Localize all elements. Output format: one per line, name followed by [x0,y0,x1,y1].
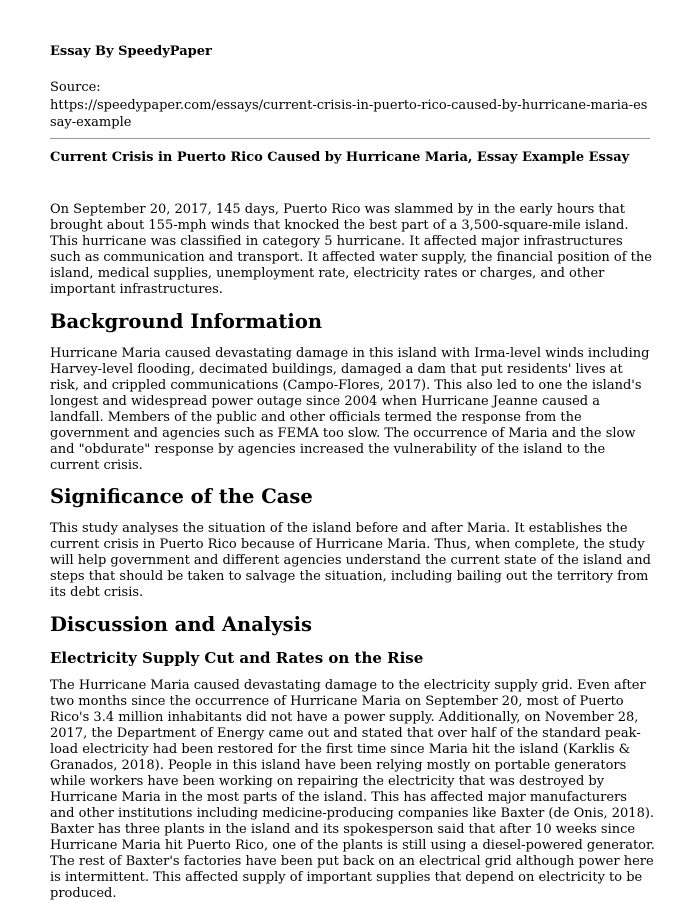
essay-by-label: Essay By SpeedyPaper [50,44,212,59]
source-label: Source: [50,80,101,95]
section-heading-discussion: Discussion and Analysis [50,613,312,636]
section-heading-background: Background Information [50,310,323,333]
document-body [50,202,655,902]
header-divider [50,138,650,139]
section-heading-significance: Significance of the Case [50,485,313,508]
intro-paragraph: On September 20, 2017, 145 days, Puerto Rico was slammed by in the early hours that brought about 155-mph winds that knocked the best part of a 3,500-square-mile island. This hurricane was classified in category 5 hurricane. It affected major infrastructures such as communication and transport. It affected water supply, the financial position of the island, medical supplies, unemployment rate, electricity rates or charges, and other important infrastructures. [50,202,652,297]
document-title: Current Crisis in Puerto Rico Caused by Hurricane Maria, Essay Example Essay [50,150,630,165]
source-url: https://speedypaper.com/essays/current-crisis-in-puerto-rico-caused-by-hurricane-maria-essay-example [50,98,648,130]
background-paragraph: Hurricane Maria caused devastating damage in this island with Irma-level winds including Harvey-level flooding, decimated buildings, damaged a dam that put residents' lives at risk, and crippled communications (Campo-Flores, 2017). This also led to one the island's longest and widespread power outage since 2004 when Hurricane Jeanne caused a landfall. Members of the public and other officials termed the response from the government and agencies such as FEMA too slow. The occurrence of Maria and the slow and "obdurate" response by agencies increased the vulnerability of the island to the current crisis. [50,346,650,473]
source-header [50,44,650,131]
significance-paragraph: This study analyses the situation of the island before and after Maria. It establishes the current crisis in Puerto Rico because of Hurricane Maria. Thus, when complete, the study will help government and different agencies understand the current state of the island and steps that should be taken to salvage the situation, including bailing out the territory from its debt crisis. [50,521,651,600]
electricity-paragraph: The Hurricane Maria caused devastating damage to the electricity supply grid. Even after two months since the occurrence of Hurricane Maria on September 20, most of Puerto Rico's 3.4 million inhabitants did not have a power supply. Additionally, on November 28, 2017, the Department of Energy came out and stated that over half of the standard peak-load electricity had been restored for the first time since Maria hit the island (Karklis & Granados, 2018). People in this island have been relying mostly on portable generators while workers have been working on repairing the electricity that was destroyed by Hurricane Maria in the most parts of the island. This has affected major manufacturers and other institutions including medicine-producing companies like Baxter (de Onis, 2018). Baxter has three plants in the island and its spokesperson said that after 10 weeks since Hurricane Maria hit Puerto Rico, one of the plants is still using a diesel-powered generator. The rest of Baxter's factories have been put back on an electrical grid although power here is intermittent. This affected supply of important supplies that depend on electricity to be produced. [50,678,655,901]
subsection-heading-electricity: Electricity Supply Cut and Rates on the Rise [50,649,424,667]
